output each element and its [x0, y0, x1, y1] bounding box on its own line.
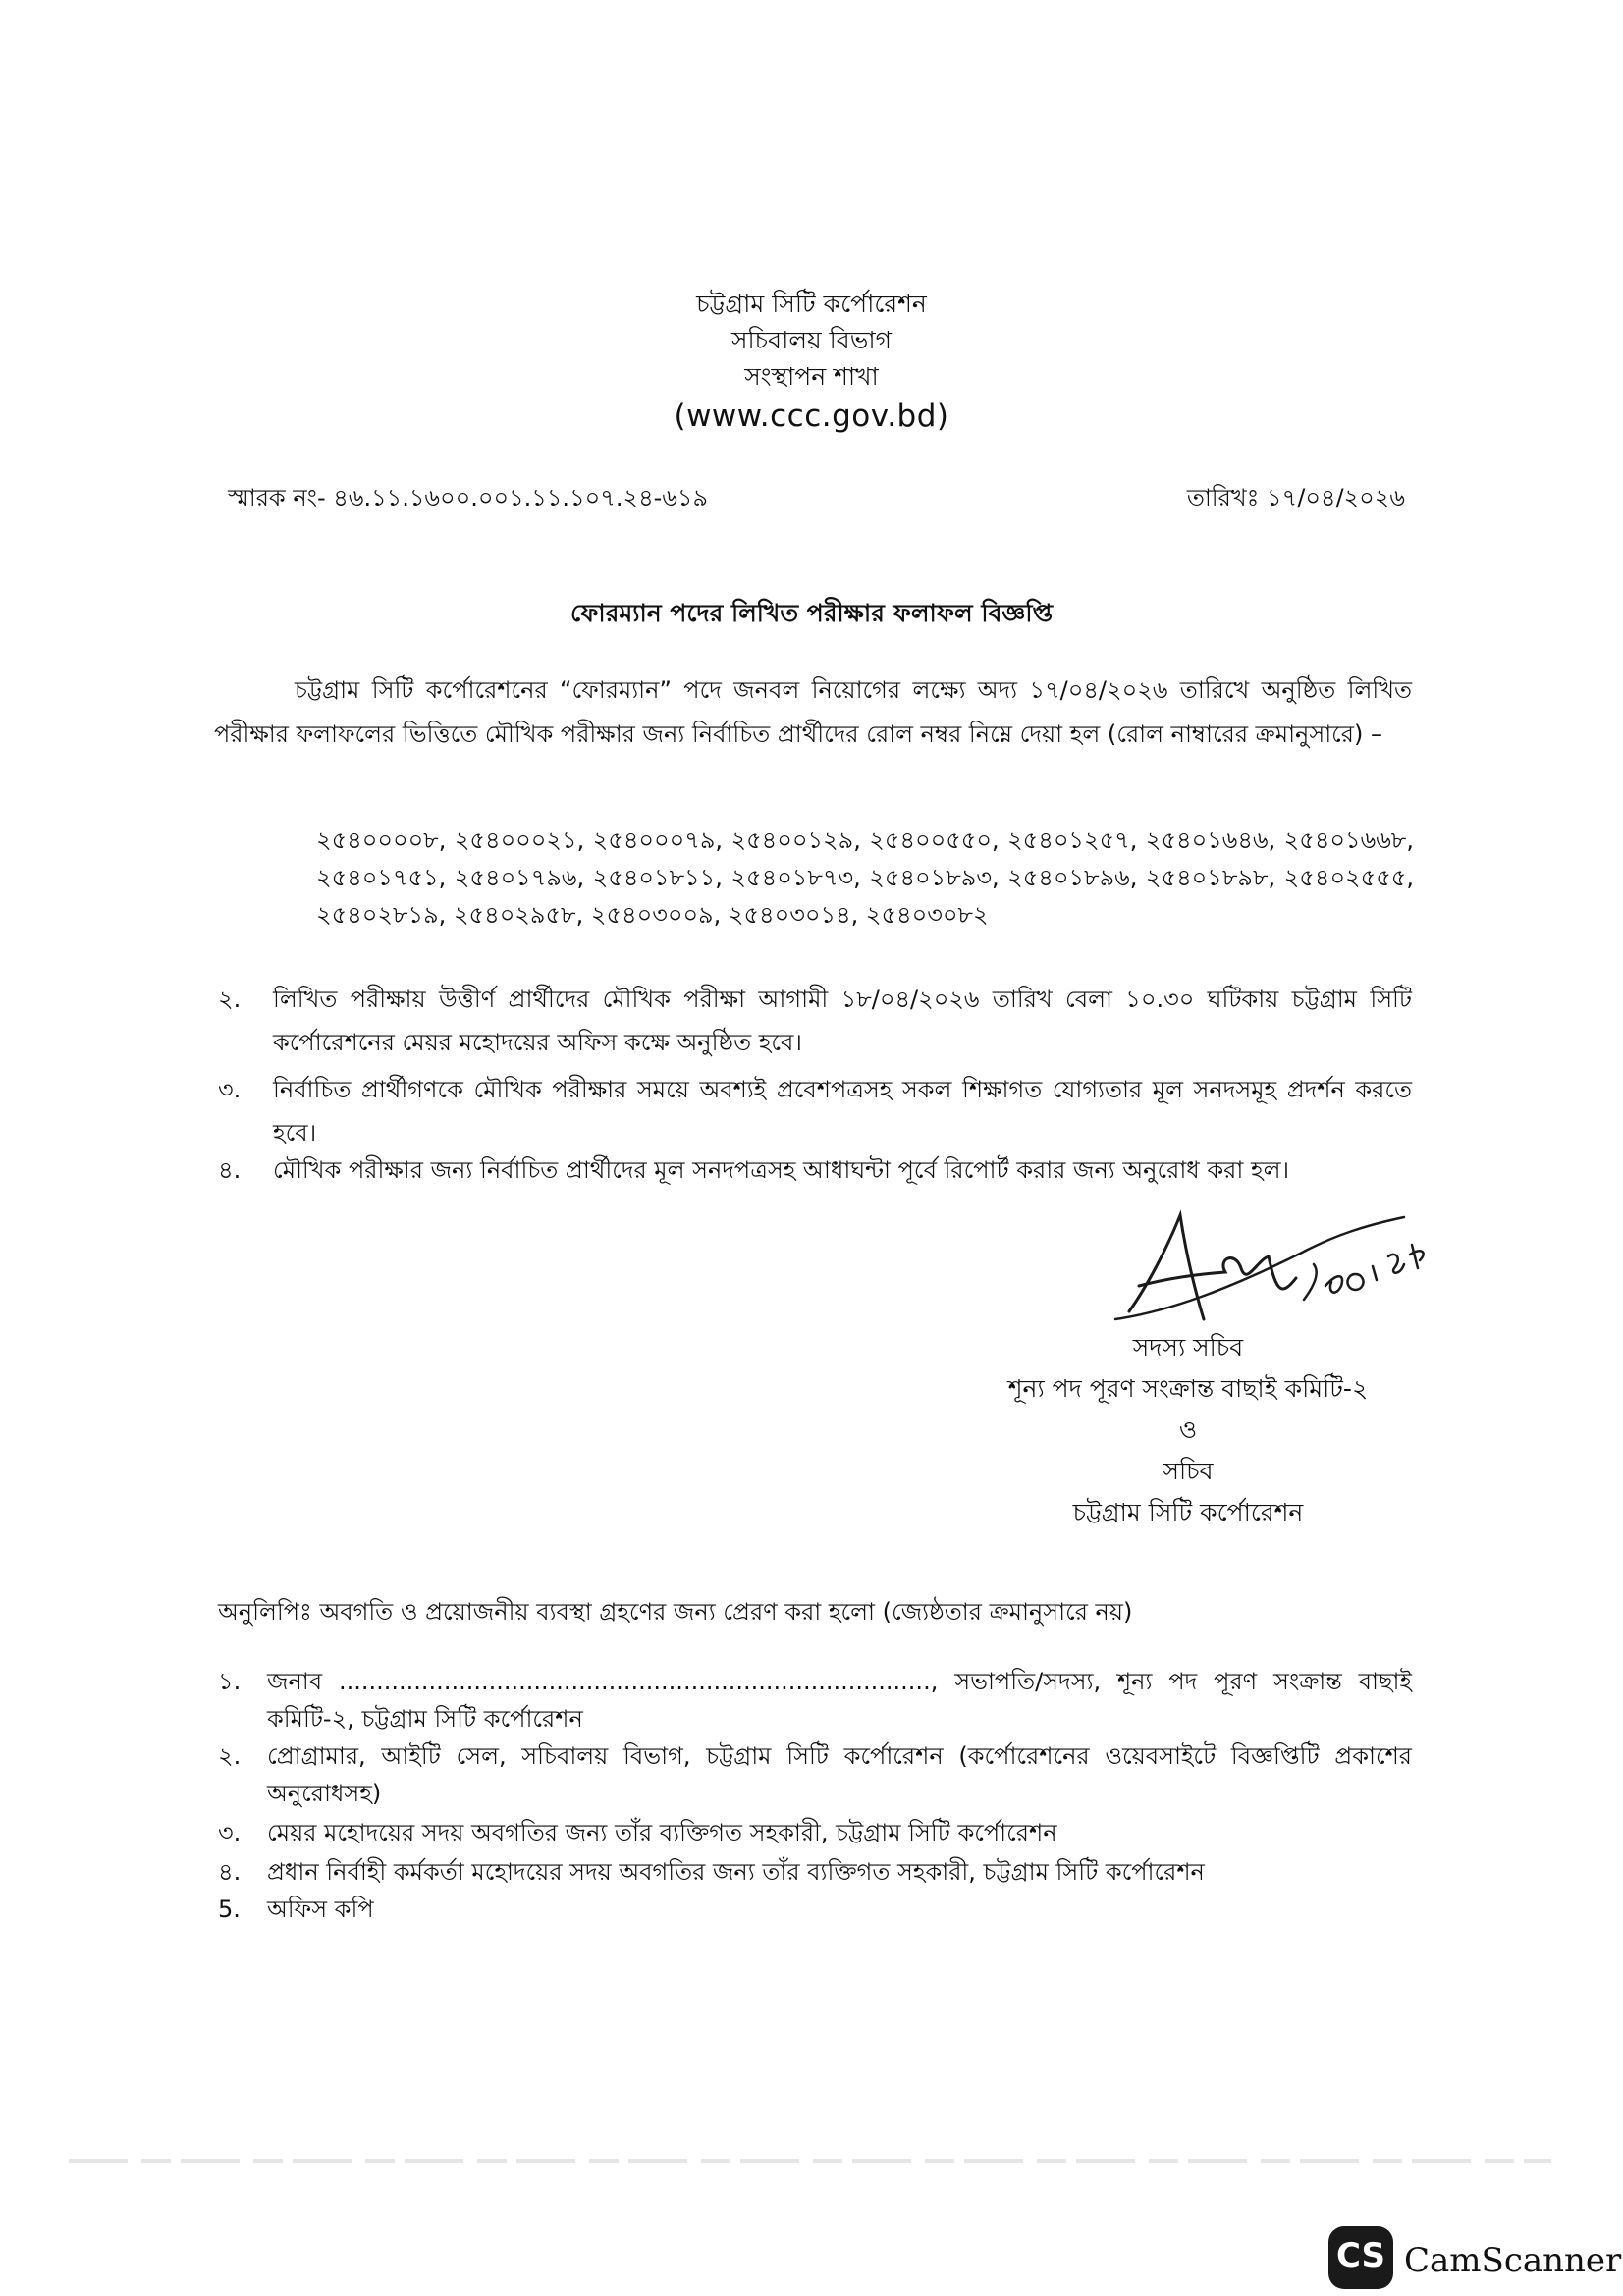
copy-item: [218, 1891, 1412, 1928]
camscanner-logo: [1328, 2226, 1393, 2289]
copy-number: ৩.: [218, 1819, 242, 1846]
copy-item: [218, 1737, 1412, 1812]
website: (www.ccc.gov.bd): [674, 399, 949, 434]
instruction-item: [218, 1068, 1412, 1154]
org-name: চট্টগ্রাম সিটি কর্পোরেশন: [696, 290, 927, 318]
copy-item: [218, 1853, 1412, 1891]
copy-text: জনাব ..............................................................................., সভাপতি/সদস্য, শূন্য পদ পূরণ সংক্রান্ত বাছাই কমিটি-২, চট্টগ্রাম সিটি কর্পোরেশন: [267, 1668, 1412, 1733]
notice-title: ফোরম্যান পদের লিখিত পরীক্ষার ফলাফল বিজ্ঞপ্তি: [569, 599, 1054, 627]
copy-number: ৪.: [218, 1858, 242, 1886]
copy-text: প্রধান নির্বাহী কর্মকর্তা মহোদয়ের সদয় অবগতির জন্য তাঁর ব্যক্তিগত সহকারী, চট্টগ্রাম সিটি কর্পোরেশন: [267, 1858, 1205, 1886]
item-text: মৌখিক পরীক্ষার জন্য নির্বাচিত প্রার্থীদের মূল সনদপত্রসহ আধাঘন্টা পূর্বে রিপোর্ট করার জন্য অনুরোধ করা হল।: [273, 1156, 1290, 1184]
item-number: ৪.: [218, 1156, 242, 1184]
item-number: ৩.: [218, 1076, 242, 1103]
copy-text: প্রোগ্রামার, আইটি সেল, সচিবালয় বিভাগ, চট্টগ্রাম সিটি কর্পোরেশন (কর্পোরেশনের ওয়েবসাইটে বিজ্ঞপ্তিটি প্রকাশের অনুরোধসহ): [267, 1742, 1412, 1807]
copy-text: অফিস কপি: [267, 1896, 374, 1923]
copy-number: ২.: [218, 1742, 242, 1770]
intro-paragraph: চট্টগ্রাম সিটি কর্পোরেশনের “ফোরম্যান” পদে জনবল নিয়োগের লক্ষ্যে অদ্য ১৭/০৪/২০২৬ তারিখে অনুষ্ঠিত লিখিত পরীক্ষার ফলাফলের ভিত্তিতে মৌখিক পরীক্ষার জন্য নির্বাচিত প্রার্থীদের রোল নম্বর নিম্নে দেয়া হল (রোল নাম্বারের ক্রমানুসারে) –: [214, 676, 1412, 748]
camscanner-logo-text: CS: [1335, 2236, 1386, 2275]
signature-block: [864, 1327, 1512, 1533]
copy-number: 5.: [218, 1896, 241, 1923]
signatory-role: সচিব: [1163, 1457, 1214, 1485]
memo-date: তারিখঃ ১৭/০৪/২০২৬: [1186, 484, 1405, 511]
instruction-item: [218, 1148, 1412, 1192]
roll-number-list: ২৫৪০০০০৮, ২৫৪০০০২১, ২৫৪০০০৭৯, ২৫৪০০১২৯, ২৫৪০০৫৫০, ২৫৪০১২৫৭, ২৫৪০১৬৪৬, ২৫৪০১৬৬৮, ২৫৪০১৭৫১, ২৫৪০১৭৯৬, ২৫৪০১৮১১, ২৫৪০১৮৭৩, ২৫৪০১৮৯৩, ২৫৪০১৮৯৬, ২৫৪০১৮৯৮, ২৫৪০২৫৫৫, ২৫৪০২৮১৯, ২৫৪০২৯৫৮, ২৫৪০৩০০৯, ২৫৪০৩০১৪, ২৫৪০৩০৮২: [316, 827, 1414, 929]
signatory-conjunction: ও: [1178, 1415, 1198, 1444]
instruction-item: [218, 978, 1412, 1064]
scan-artifact-line: [69, 2157, 1551, 2164]
signatory-org: চট্টগ্রাম সিটি কর্পোরেশন: [1072, 1498, 1304, 1526]
copy-heading: অনুলিপিঃ অবগতি ও প্রয়োজনীয় ব্যবস্থা গ্রহণের জন্য প্রেরণ করা হলো (জ্যেষ্ঠতার ক্রমানুসারে নয়): [218, 1598, 1133, 1626]
camscanner-name: CamScanner: [1404, 2241, 1622, 2280]
copy-item: [218, 1814, 1412, 1851]
item-text: লিখিত পরীক্ষায় উত্তীর্ণ প্রার্থীদের মৌখিক পরীক্ষা আগামী ১৮/০৪/২০২৬ তারিখ বেলা ১০.৩০ ঘটিকায় চট্টগ্রাম সিটি কর্পোরেশনের মেয়র মহোদয়ের অফিস কক্ষে অনুষ্ঠিত হবে।: [273, 986, 1412, 1056]
handwritten-signature: [1109, 1196, 1443, 1343]
signatory-title: সদস্য সচিব: [1132, 1333, 1244, 1362]
copy-number: ১.: [218, 1668, 242, 1695]
department-name: সচিবালয় বিভাগ: [731, 326, 892, 354]
signatory-committee: শূন্য পদ পূরণ সংক্রান্ত বাছাই কমিটি-২: [1007, 1374, 1369, 1403]
memo-number: স্মারক নং- ৪৬.১১.১৬০০.০০১.১১.১০৭.২৪-৬১৯: [228, 484, 709, 511]
copy-text: মেয়র মহোদয়ের সদয় অবগতির জন্য তাঁর ব্যক্তিগত সহকারী, চট্টগ্রাম সিটি কর্পোরেশন: [267, 1819, 1057, 1846]
copy-item: [218, 1663, 1412, 1737]
item-number: ২.: [218, 986, 242, 1013]
branch-name: সংস্থাপন শাখা: [744, 362, 879, 391]
item-text: নির্বাচিত প্রার্থীগণকে মৌখিক পরীক্ষার সময়ে অবশ্যই প্রবেশপত্রসহ সকল শিক্ষাগত যোগ্যতার মূল সনদসমূহ প্রদর্শন করতে হবে।: [273, 1076, 1412, 1147]
